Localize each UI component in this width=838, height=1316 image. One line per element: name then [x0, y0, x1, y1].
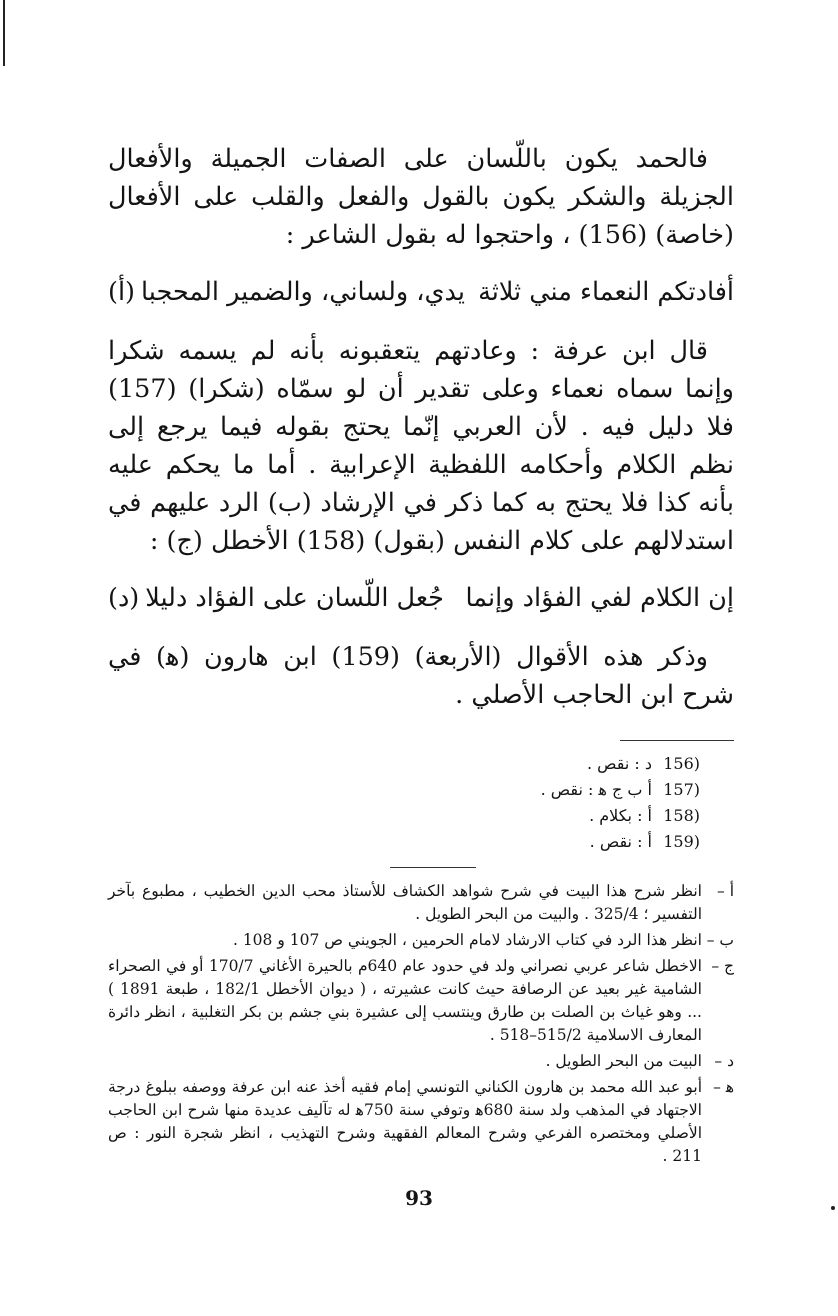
explanatory-note-letter: ج –	[711, 957, 734, 975]
variant-note	[108, 777, 700, 803]
explanatory-note	[108, 880, 734, 926]
variant-note-number: 156)	[663, 754, 700, 773]
verse-1	[108, 272, 734, 312]
verse-2-second-hemistich	[108, 578, 444, 618]
verse-1-first-hemistich: أفادتكم النعماء مني ثلاثة	[478, 277, 734, 307]
book-page	[108, 140, 734, 1171]
scan-dot-mark	[831, 1206, 835, 1210]
verse-1-second-text: يدي، ولساني، والضمير المحجبا	[140, 277, 465, 307]
variant-note-number: 159)	[663, 832, 700, 851]
variant-note-text: أ ب ج ﻫ : نقص .	[540, 780, 652, 799]
explanatory-note-letter: ﻫ –	[713, 1078, 734, 1096]
variant-note	[108, 829, 700, 855]
variant-note	[108, 751, 700, 777]
variant-note	[108, 803, 700, 829]
verse-2-reference: (د)	[108, 583, 140, 613]
verse-2-first-hemistich: إن الكلام لفي الفؤاد وإنما	[465, 583, 734, 613]
verse-1-reference: (أ)	[108, 277, 135, 307]
paragraph-3-text: وذكر هذه الأقوال (الأربعة) (159) ابن هارون (ﻫ) في شرح ابن الحاجب الأصلي .	[108, 642, 734, 710]
explanatory-note	[108, 1076, 734, 1168]
explanatory-note	[108, 929, 734, 952]
explanatory-note-letter: أ –	[717, 882, 734, 900]
explanatory-note-text: انظر شرح هذا البيت في شرح شواهد الكشاف للأستاذ محب الدين الخطيب ، مطبوع بآخر التفسير ؛ 325/4 . والبيت من البحر الطويل .	[108, 882, 702, 923]
variant-note-text: أ : نقص .	[589, 832, 652, 851]
explanatory-note	[108, 955, 734, 1047]
explanatory-note-text: الاخطل شاعر عربي نصراني ولد في حدود عام 640م بالحيرة الأغاني 170/7 أو في الصحراء الشامية غير بعيد عن الرصافة حيث كانت عشيرته ، ( ديوان الأخطل 182/1 ، طبعة 1891 ) ... وهو غياث بن الصلت بن طارق وينتسب إلى عشيرة بني جشم بن بكر التغلبية ، انظر دائرة المعارف الاسلامية 515/2–518 .	[108, 957, 702, 1044]
verse-2	[108, 578, 734, 618]
paragraph-2	[108, 332, 734, 560]
variant-note-text: د : نقص .	[586, 754, 652, 773]
variant-note-text: أ : بكلام .	[589, 806, 652, 825]
variant-notes	[108, 751, 734, 855]
explanatory-notes	[108, 880, 734, 1168]
variant-note-number: 157)	[663, 780, 700, 799]
gloss-separator	[390, 867, 476, 868]
explanatory-note-letter: د –	[714, 1052, 734, 1070]
verse-2-second-text: جُعل اللّسان على الفؤاد دليلا	[145, 583, 444, 613]
explanatory-note-text: البيت من البحر الطويل .	[545, 1052, 702, 1070]
paragraph-1-text: فالحمد يكون باللّسان على الصفات الجميلة والأفعال الجزيلة والشكر يكون بالقول والفعل والقلب على الأفعال (خاصة) (156) ، واحتجوا له بقول الشاعر :	[108, 144, 734, 250]
page-number: 93	[405, 1186, 433, 1210]
verse-1-second-hemistich	[108, 272, 465, 312]
explanatory-note-text: انظر هذا الرد في كتاب الارشاد لامام الحرمين ، الجويني ص 107 و 108 .	[232, 931, 702, 949]
scan-edge-mark	[3, 0, 5, 66]
explanatory-note-letter: ب –	[706, 931, 734, 949]
paragraph-1	[108, 140, 734, 254]
paragraph-3	[108, 638, 734, 714]
variant-note-number: 158)	[663, 806, 700, 825]
footnote-separator	[620, 740, 734, 741]
paragraph-2-text: قال ابن عرفة : وعادتهم يتعقبونه بأنه لم يسمه شكرا وإنما سماه نعماء وعلى تقدير أن لو سمّاه (شكرا) (157) فلا دليل فيه . لأن العربي إنّما يحتج بقوله فيما يرجع إلى نظم الكلام وأحكامه اللفظية الإعرابية . أما ما يحكم عليه بأنه كذا فلا يحتج به كما ذكر في الإرشاد (ب) الرد عليهم في استدلالهم على كلام النفس (بقول) (158) الأخطل (ج) :	[108, 336, 734, 556]
explanatory-note	[108, 1050, 734, 1073]
explanatory-note-text: أبو عبد الله محمد بن هارون الكناني التونسي إمام فقيه أخذ عنه ابن عرفة ووصفه ببلوغ درجة الاجتهاد في المذهب ولد سنة 680ﻫ وتوفي سنة 750ﻫ له تآليف عديدة منها شرح ابن الحاجب الأصلي ومختصره الفرعي وشرح المعالم الفقهية وشرح التهذيب ، انظر شجرة النور : ص 211 .	[108, 1078, 702, 1165]
